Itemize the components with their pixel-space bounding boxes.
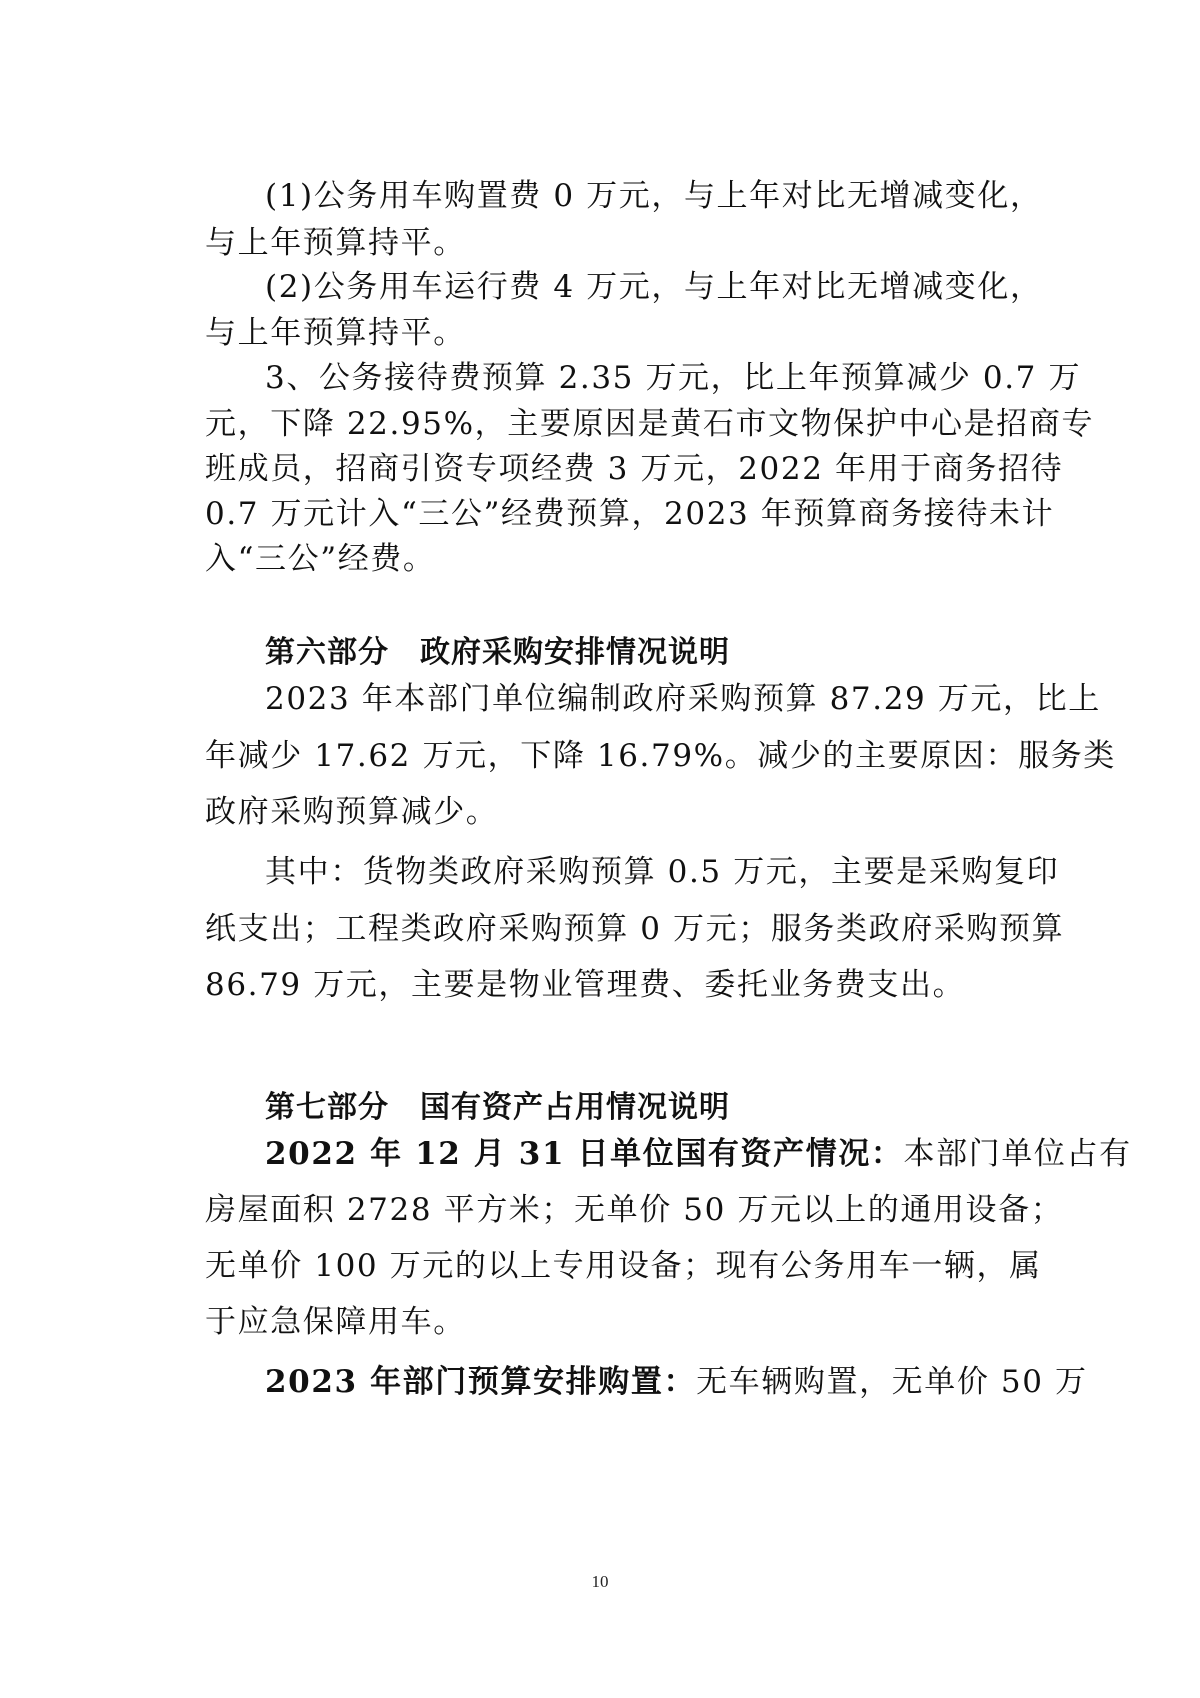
bold-lead-text: 2023 年部门预算安排购置： bbox=[265, 1364, 697, 1400]
body-text-line: 0.7 万元计入“三公”经费预算，2023 年预算商务接待未计 bbox=[205, 496, 1055, 532]
body-text-line: 于应急保障用车。 bbox=[205, 1304, 466, 1340]
body-text-line: 政府采购预算减少。 bbox=[205, 794, 499, 830]
body-text-line: 纸支出；工程类政府采购预算 0 万元；服务类政府采购预算 bbox=[205, 911, 1065, 947]
body-text-line: 无单价 100 万元的以上专用设备；现有公务用车一辆，属 bbox=[205, 1248, 1042, 1284]
body-text: 无车辆购置，无单价 50 万 bbox=[696, 1364, 1088, 1400]
bold-lead-text: 2022 年 12 月 31 日单位国有资产情况： bbox=[265, 1136, 904, 1172]
section-heading: 第七部分 国有资产占用情况说明 bbox=[265, 1090, 730, 1125]
body-text-line: (2)公务用车运行费 4 万元，与上年对比无增减变化， bbox=[265, 269, 1043, 305]
body-text-line bbox=[265, 1134, 1132, 1174]
body-text-line: 班成员，招商引资专项经费 3 万元，2022 年用于商务招待 bbox=[205, 451, 1064, 487]
body-text-line: 元，下降 22.95%，主要原因是黄石市文物保护中心是招商专 bbox=[205, 406, 1095, 442]
body-text-line: 房屋面积 2728 平方米；无单价 50 万元以上的通用设备； bbox=[205, 1192, 1064, 1228]
page-number: 10 bbox=[591, 1572, 609, 1591]
body-text-line: 3、公务接待费预算 2.35 万元，比上年预算减少 0.7 万 bbox=[265, 360, 1082, 396]
body-text-line: 其中：货物类政府采购预算 0.5 万元，主要是采购复印 bbox=[265, 854, 1060, 890]
body-text-line: 与上年预算持平。 bbox=[205, 315, 466, 351]
section-heading: 第六部分 政府采购安排情况说明 bbox=[265, 635, 730, 670]
body-text-line: 与上年预算持平。 bbox=[205, 225, 466, 261]
body-text-line: 86.79 万元，主要是物业管理费、委托业务费支出。 bbox=[205, 967, 966, 1003]
body-text-line: 2023 年本部门单位编制政府采购预算 87.29 万元，比上 bbox=[265, 681, 1101, 717]
body-text-line: 年减少 17.62 万元，下降 16.79%。减少的主要原因：服务类 bbox=[205, 738, 1116, 774]
body-text-line: 入“三公”经费。 bbox=[205, 541, 436, 577]
body-text: 本部门单位占有 bbox=[903, 1136, 1132, 1172]
body-text-line bbox=[265, 1362, 1088, 1402]
body-text-line: (1)公务用车购置费 0 万元，与上年对比无增减变化， bbox=[265, 178, 1043, 214]
